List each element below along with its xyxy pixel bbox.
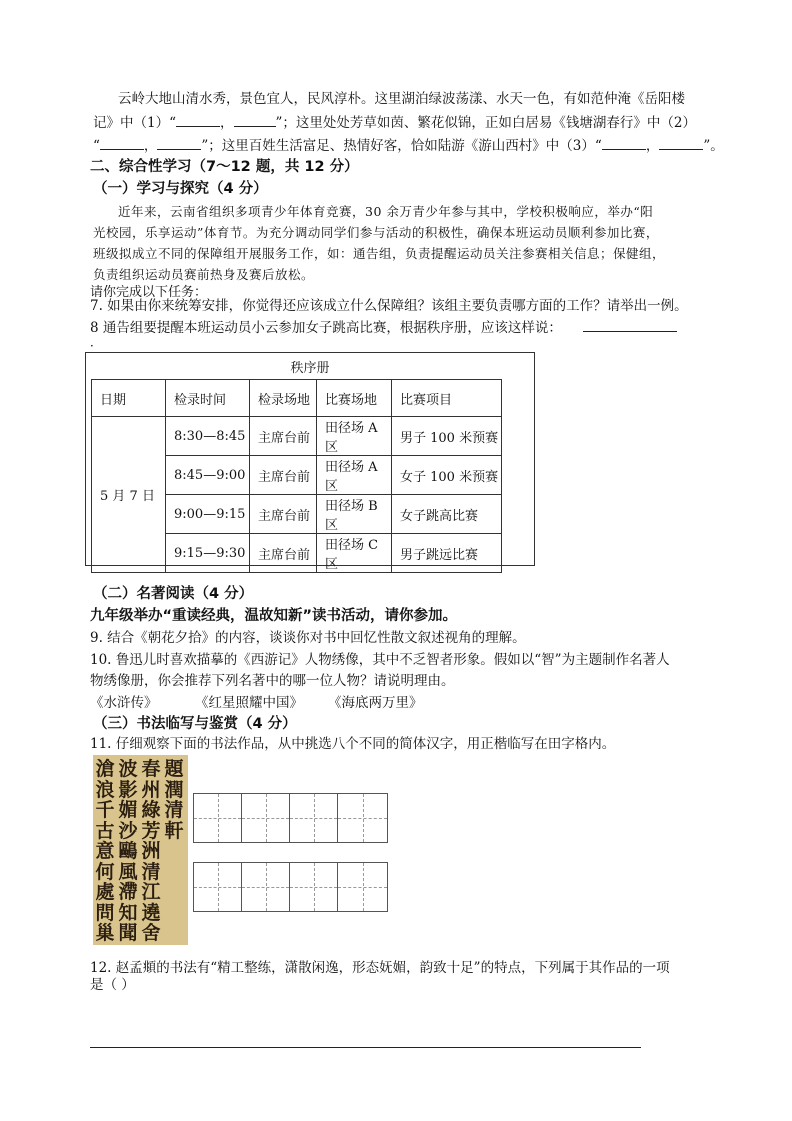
- calligraphy-glyph: 意: [95, 840, 115, 862]
- table-header-row: [92, 380, 502, 417]
- calligraphy-glyph: 聞: [118, 922, 138, 944]
- calligraphy-glyph: 波: [118, 758, 138, 780]
- calligraphy-glyph: 處: [95, 881, 115, 903]
- question-7: 7. 如果由你来统筹安排，你觉得还应该成立什么保障组？该组主要负责哪方面的工作？请举出一例。: [90, 298, 688, 314]
- calligraphy-glyph: 江: [141, 881, 161, 903]
- header-event: 比赛项目: [392, 380, 502, 417]
- calligraphy-column-2: [140, 759, 162, 944]
- tianzi-cell[interactable]: [290, 794, 338, 842]
- cell-place: 主席台前: [250, 417, 317, 456]
- calligraphy-glyph: 媚: [118, 799, 138, 821]
- intro-para-line-3: 班级拟成立不同的保障组开展服务工作，如：通告组，负责提醒运动员关注参赛相关信息；保健组，: [93, 246, 666, 261]
- calligraphy-column-3: [117, 759, 139, 944]
- calligraphy-glyph: 知: [118, 901, 138, 924]
- calligraphy-glyph: 問: [95, 901, 115, 924]
- question-9: 9. 结合《朝花夕拾》的内容，谈谈你对书中回忆性散文叙述视角的理解。: [90, 630, 526, 646]
- book-option-1: 《水浒传》: [90, 695, 158, 711]
- poem-line-3-mid: ”；这里百姓生活富足、热情好客，恰如陆游《游山西村》中（3）“: [201, 138, 602, 154]
- tianzi-cell[interactable]: [338, 863, 387, 911]
- calligraphy-column-4: [94, 759, 116, 944]
- calligraphy-glyph: 沙: [118, 819, 138, 842]
- question-8: 8 通告组要提醒本班运动员小云参加女子跳高比赛，根据秩序册，应该这样说：: [90, 320, 562, 336]
- part-2-heading: （二）名著阅读（4 分）: [93, 586, 254, 602]
- header-venue: 比赛场地: [317, 380, 392, 417]
- comma: ，: [143, 138, 158, 154]
- tianzi-cell[interactable]: [242, 863, 290, 911]
- tianzi-grid-row-2: [193, 862, 388, 912]
- answer-blank-2a[interactable]: [100, 136, 144, 150]
- poem-line-3: [93, 136, 724, 155]
- page-bottom-rule: [90, 1047, 641, 1048]
- cell-time: 9:15—9:30: [166, 534, 250, 573]
- cell-venue: 田径场 A 区: [317, 417, 392, 456]
- calligraphy-glyph: 浪: [95, 778, 115, 801]
- tianzi-cell[interactable]: [290, 863, 338, 911]
- cell-event: 女子跳高比赛: [392, 495, 502, 534]
- date-cell: 5 月 7 日: [92, 417, 166, 573]
- answer-blank-3a[interactable]: [602, 136, 646, 150]
- calligraphy-glyph: 遶: [141, 901, 161, 924]
- calligraphy-glyph: 潤: [164, 778, 184, 801]
- section-2-heading: 二、综合性学习（7～12 题，共 12 分）: [90, 159, 359, 175]
- calligraphy-glyph: 清: [164, 799, 184, 821]
- poem-line-2-end: ”；这里处处芳草如茵、繁花似锦，正如白居易《钱塘湖春行》中（2）: [275, 115, 696, 131]
- part-3-heading: （三）书法临写与鉴赏（4 分）: [93, 716, 297, 732]
- header-date: 日期: [92, 380, 166, 417]
- header-checkin-place: 检录场地: [250, 380, 317, 417]
- calligraphy-glyph: 題: [164, 758, 184, 780]
- header-checkin-time: 检录时间: [166, 380, 250, 417]
- schedule-table: [91, 379, 502, 573]
- book-option-2: 《红星照耀中国》: [195, 695, 303, 711]
- part-1-heading: （一）学习与探究（4 分）: [93, 181, 268, 197]
- calligraphy-glyph: 綠: [141, 799, 161, 821]
- intro-para-line-4: 负责组织运动员赛前热身及赛后放松。: [93, 267, 315, 282]
- calligraphy-glyph: 春: [141, 758, 161, 780]
- cell-place: 主席台前: [250, 534, 317, 573]
- answer-blank-2b[interactable]: [157, 136, 201, 150]
- calligraphy-glyph: 何: [95, 860, 115, 883]
- question-10-line-1: 10. 鲁迅儿时喜欢描摹的《西游记》人物绣像，其中不乏智者形象。假如以“智”为主题制作名著人: [90, 652, 670, 668]
- question-12-line-2: 是（ ）: [90, 977, 135, 993]
- poem-line-3-start: “: [93, 138, 100, 154]
- calligraphy-column-1: [163, 759, 185, 841]
- schedule-title: 秩序册: [290, 361, 330, 376]
- calligraphy-glyph: 風: [118, 860, 138, 883]
- tianzi-grid-row-1: [193, 793, 388, 843]
- comma: ，: [645, 138, 660, 154]
- calligraphy-glyph: 清: [141, 860, 161, 883]
- intro-para-line-2: 光校园，乐享运动”体育节。为充分调动同学们参与活动的积极性，确保本班运动员顺利参加比赛，: [93, 225, 659, 240]
- calligraphy-artwork: [93, 755, 188, 945]
- reading-activity-intro: 九年级举办“重读经典，温故知新”读书活动，请你参加。: [90, 608, 458, 624]
- task-intro: 请你完成以下任务：: [90, 285, 208, 300]
- answer-blank-1a[interactable]: [176, 113, 220, 127]
- cell-time: 9:00—9:15: [166, 495, 250, 534]
- cell-place: 主席台前: [250, 456, 317, 495]
- cell-venue: 田径场 A 区: [317, 456, 392, 495]
- poem-line-1: 云岭大地山清水秀，景色宜人，民风淳朴。这里湖泊绿波荡漾、水天一色，有如范仲淹《岳阳楼: [118, 91, 685, 107]
- poem-line-2-start: 记》中（1）“: [93, 115, 176, 131]
- tianzi-cell[interactable]: [338, 794, 387, 842]
- cell-event: 男子跳远比赛: [392, 534, 502, 573]
- calligraphy-glyph: 洲: [141, 840, 161, 862]
- calligraphy-glyph: 滯: [118, 881, 138, 903]
- poem-line-3-end: ”。: [703, 138, 724, 154]
- answer-blank-3b[interactable]: [659, 136, 703, 150]
- calligraphy-glyph: 千: [95, 799, 115, 821]
- calligraphy-glyph: 舍: [141, 922, 161, 944]
- calligraphy-glyph: 影: [118, 778, 138, 801]
- cell-event: 女子 100 米预赛: [392, 456, 502, 495]
- question-12-line-1: 12. 赵孟頫的书法有“精工整练，潇散闲逸，形态妩媚，韵致十足”的特点，下列属于其作品的一项: [90, 960, 670, 976]
- q8-dot: ．: [90, 335, 103, 349]
- calligraphy-glyph: 州: [141, 778, 161, 801]
- cell-place: 主席台前: [250, 495, 317, 534]
- cell-venue: 田径场 B 区: [317, 495, 392, 534]
- cell-time: 8:30—8:45: [166, 417, 250, 456]
- calligraphy-glyph: 軒: [164, 819, 184, 842]
- cell-event: 男子 100 米预赛: [392, 417, 502, 456]
- table-row: [92, 417, 502, 456]
- question-11: 11. 仔细观察下面的书法作品，从中挑选八个不同的简体汉字，用正楷临写在田字格内。: [90, 736, 616, 752]
- calligraphy-glyph: 古: [95, 819, 115, 842]
- tianzi-cell[interactable]: [194, 794, 242, 842]
- calligraphy-glyph: 芳: [141, 819, 161, 842]
- cell-venue: 田径场 C 区: [317, 534, 392, 573]
- calligraphy-glyph: 滄: [95, 758, 115, 780]
- question-10-line-2: 物绣像册，你会推荐下列名著中的哪一位人物？请说明理由。: [90, 673, 455, 689]
- answer-blank-q8[interactable]: [583, 318, 677, 332]
- calligraphy-glyph: 鷗: [118, 840, 138, 862]
- answer-blank-1b[interactable]: [234, 113, 276, 127]
- tianzi-cell[interactable]: [194, 863, 242, 911]
- comma: ，: [220, 115, 234, 131]
- calligraphy-glyph: 巢: [95, 922, 115, 944]
- book-option-3: 《海底两万里》: [328, 695, 423, 711]
- cell-time: 8:45—9:00: [166, 456, 250, 495]
- intro-para-line-1: 近年来，云南省组织多项青少年体育竞赛，30 余万青少年参与其中，学校积极响应，举办“阳: [118, 204, 654, 219]
- poem-line-2: [93, 113, 696, 132]
- tianzi-cell[interactable]: [242, 794, 290, 842]
- schedule-box: [85, 352, 535, 572]
